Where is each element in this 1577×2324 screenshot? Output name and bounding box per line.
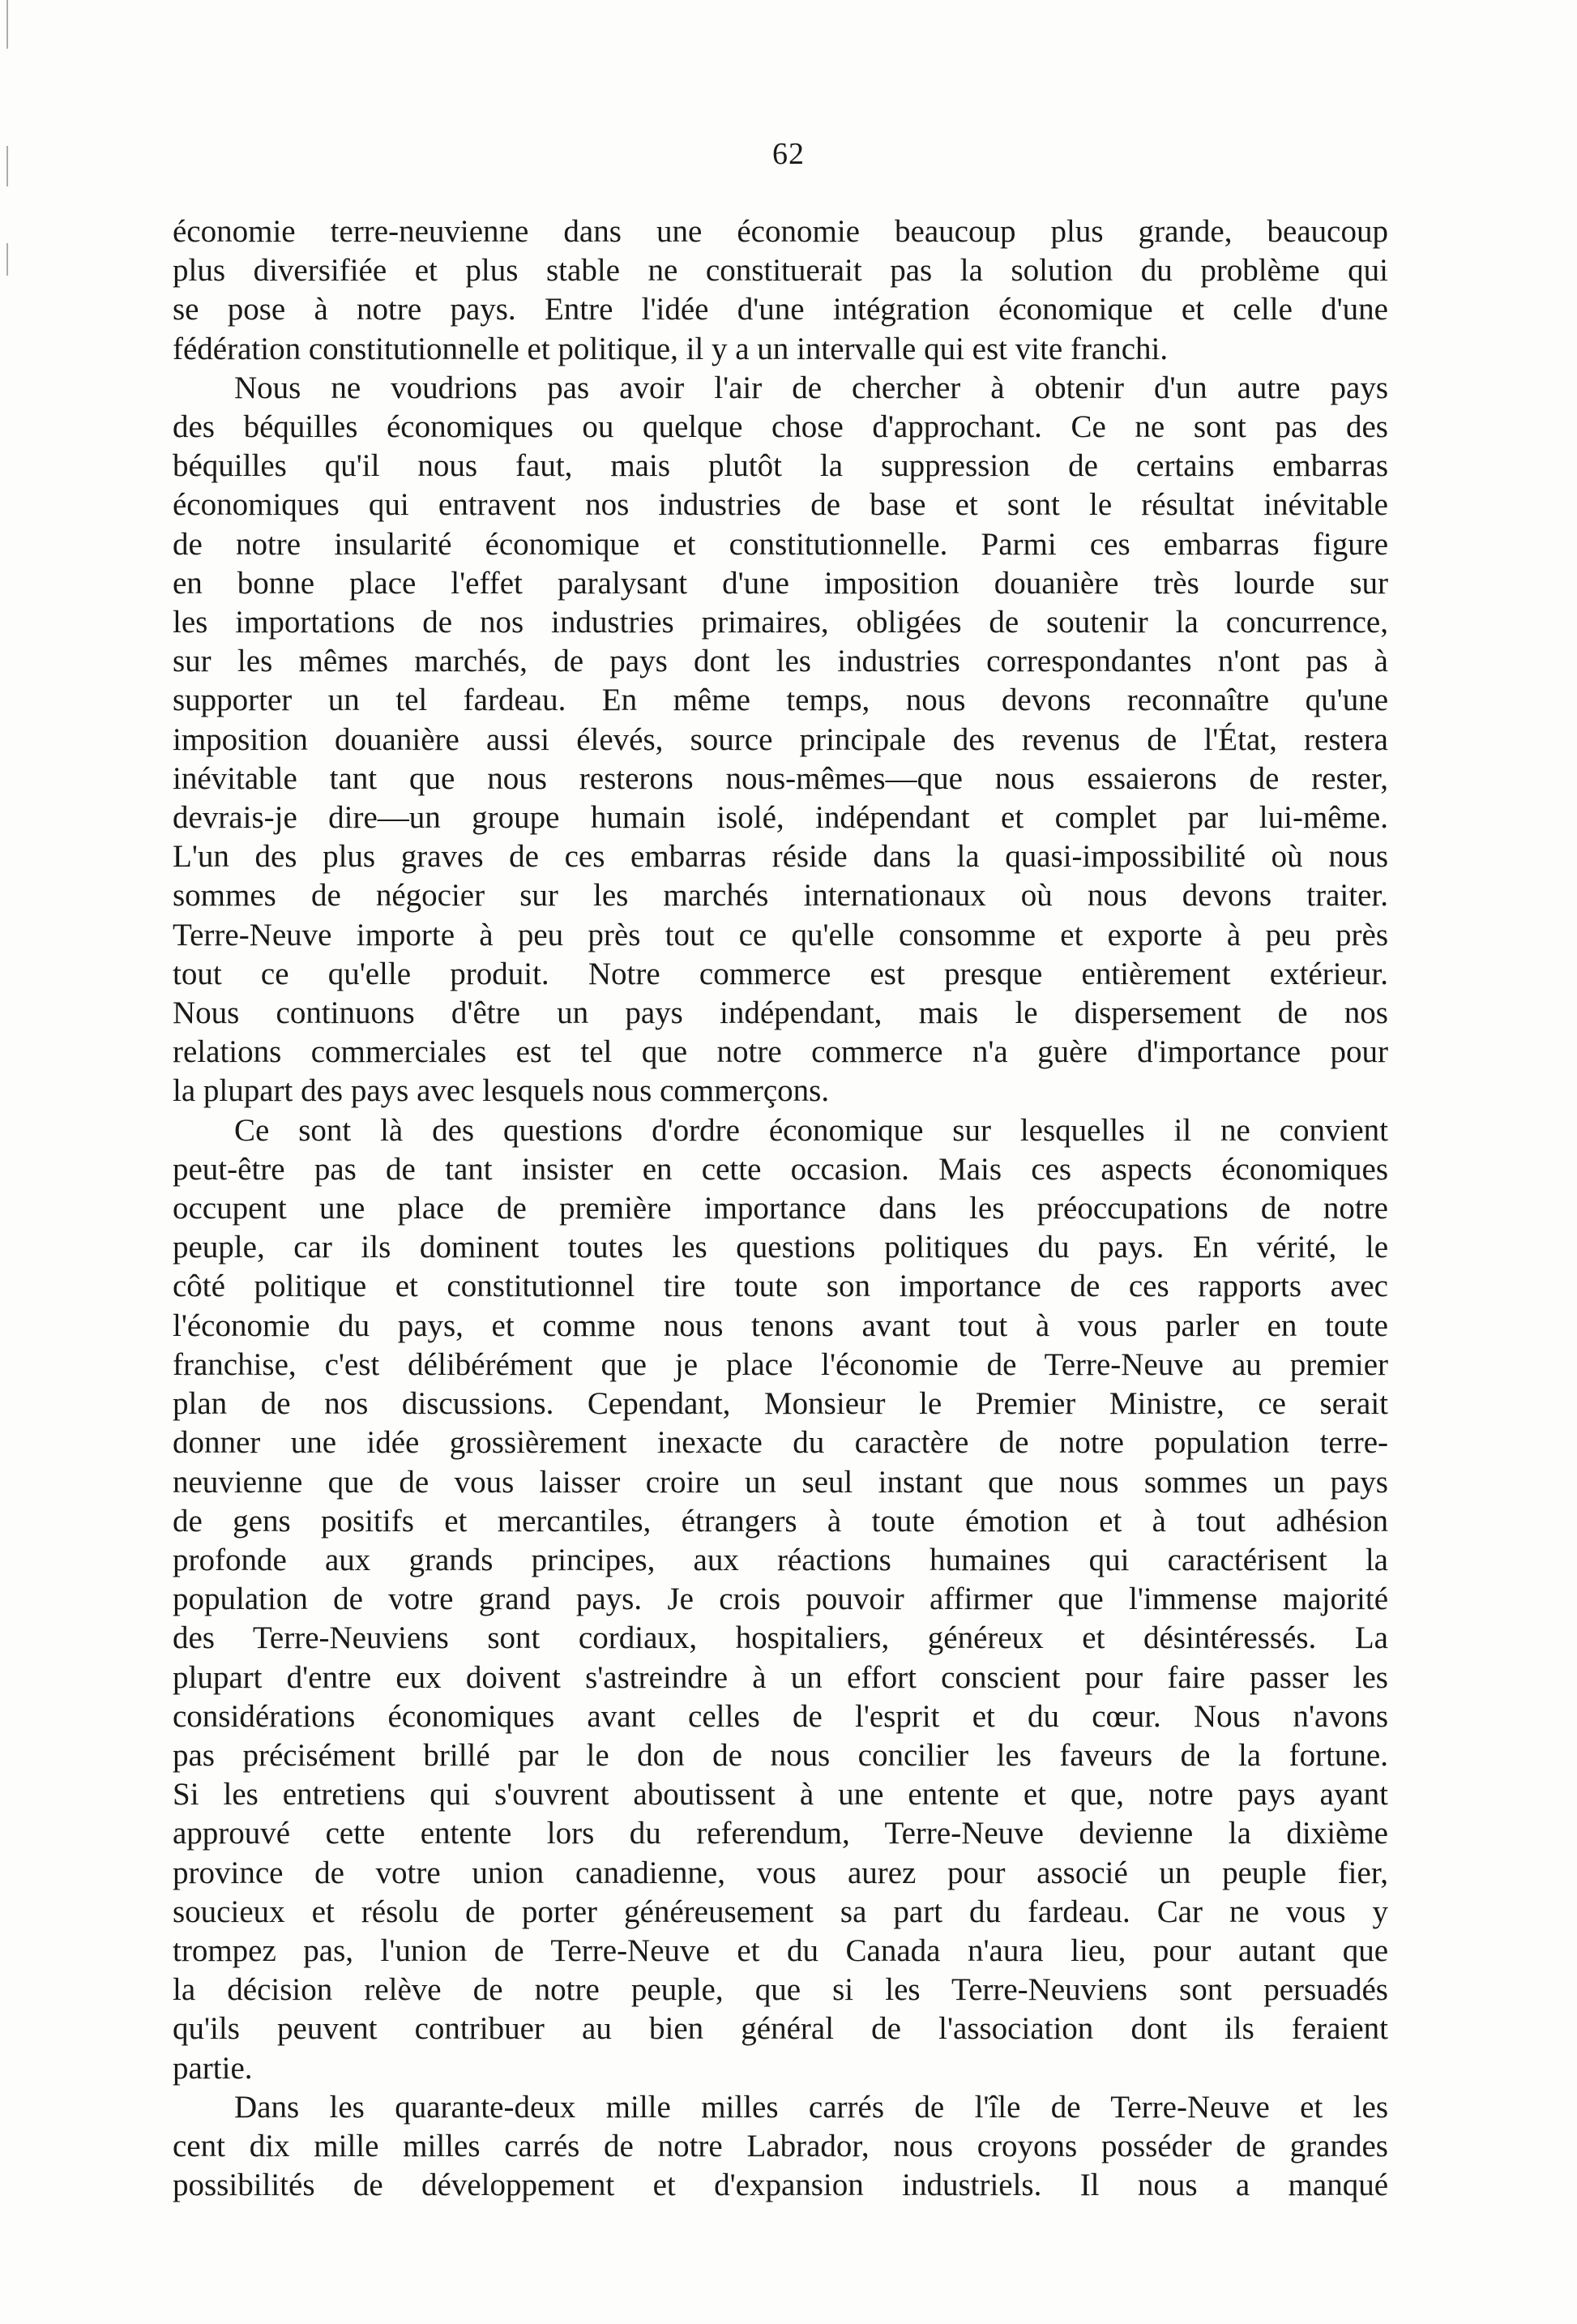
text-line: la plupart des pays avec lesquels nous commerçons. — [173, 1073, 830, 1109]
text-line: possibilités de développement et d'expansion industriels. Il nous a manqué — [173, 2168, 1388, 2203]
text-line: Nous ne voudrions pas avoir l'air de chercher à obtenir d'un autre pays — [234, 370, 1388, 405]
text-line: les importations de nos industries primaires, obligées de soutenir la concurrence, — [173, 605, 1388, 640]
text-line: inévitable tant que nous resterons nous-mêmes—que nous essaierons de rester, — [173, 760, 1388, 796]
text-line: profonde aux grands principes, aux réactions humaines qui caractérisent la — [173, 1542, 1388, 1577]
text-line: Si les entretiens qui s'ouvrent aboutissent à une entente et que, notre pays ayant — [173, 1777, 1388, 1813]
text-line: économiques qui entravent nos industries de base et sont le résultat inévitable — [173, 487, 1388, 523]
text-line: Terre-Neuve importe à peu près tout ce qu'elle consomme et exporte à peu près — [173, 917, 1388, 952]
text-line: imposition douanière aussi élevés, source principale des revenus de l'État, restera — [173, 721, 1388, 757]
paragraph — [173, 212, 1388, 369]
text-line: sommes de négocier sur les marchés internationaux où nous devons traiter. — [173, 878, 1388, 914]
text-line: fédération constitutionnelle et politique, il y a un intervalle qui est vite franchi. — [173, 331, 1169, 366]
text-line: plupart d'entre eux doivent s'astreindre à un effort conscient pour faire passer les — [173, 1659, 1388, 1695]
text-line: en bonne place l'effet paralysant d'une imposition douanière très lourde sur — [173, 565, 1388, 601]
paragraph — [173, 369, 1388, 1111]
text-line: Dans les quarante-deux mille milles carrés de l'île de Terre-Neuve et les — [234, 2089, 1388, 2125]
text-line: des Terre-Neuviens sont cordiaux, hospitaliers, généreux et désintéressés. La — [173, 1620, 1388, 1656]
text-line: neuvienne que de vous laisser croire un seul instant que nous sommes un pays — [173, 1464, 1388, 1500]
text-line: économie terre-neuvienne dans une économie beaucoup plus grande, beaucoup — [173, 214, 1388, 249]
text-line: population de votre grand pays. Je crois pouvoir affirmer que l'immense majorité — [173, 1581, 1388, 1617]
text-line: pas précisément brillé par le don de nous concilier les faveurs de la fortune. — [173, 1737, 1388, 1773]
text-line: Ce sont là des questions d'ordre économique sur lesquelles il ne convient — [234, 1112, 1388, 1148]
text-line: peut-être pas de tant insister en cette occasion. Mais ces aspects économiques — [173, 1151, 1388, 1187]
text-line: se pose à notre pays. Entre l'idée d'une intégration économique et celle d'une — [173, 292, 1388, 327]
text-line: tout ce qu'elle produit. Notre commerce est presque entièrement extérieur. — [173, 956, 1388, 991]
text-line: approuvé cette entente lors du referendum, Terre-Neuve devienne la dixième — [173, 1816, 1388, 1851]
text-line: supporter un tel fardeau. En même temps, nous devons reconnaître qu'une — [173, 683, 1388, 718]
text-line: plan de nos discussions. Cependant, Monsieur le Premier Ministre, ce serait — [173, 1386, 1388, 1422]
text-line: soucieux et résolu de porter généreusement sa part du fardeau. Car ne vous y — [173, 1894, 1388, 1929]
text-line: qu'ils peuvent contribuer au bien général de l'association dont ils feraient — [173, 2011, 1388, 2047]
text-line: cent dix mille milles carrés de notre Labrador, nous croyons posséder de grandes — [173, 2128, 1388, 2164]
text-line: considérations économiques avant celles de l'esprit et du cœur. Nous n'avons — [173, 1698, 1388, 1734]
text-line: L'un des plus graves de ces embarras réside dans la quasi-impossibilité où nous — [173, 839, 1388, 875]
text-line: devrais-je dire—un groupe humain isolé, indépendant et complet par lui-même. — [173, 800, 1388, 836]
page-number: 62 — [772, 137, 805, 171]
paragraph — [173, 1111, 1388, 2088]
scan-edge-mark — [6, 0, 8, 49]
text-line: des béquilles économiques ou quelque chose d'approchant. Ce ne sont pas des — [173, 409, 1388, 445]
text-line: la décision relève de notre peuple, que si les Terre-Neuviens sont persuadés — [173, 1972, 1388, 2008]
text-line: trompez pas, l'union de Terre-Neuve et du Canada n'aura lieu, pour autant que — [173, 1932, 1388, 1968]
text-line: donner une idée grossièrement inexacte du caractère de notre population terre- — [173, 1425, 1388, 1461]
text-line: franchise, c'est délibérément que je place l'économie de Terre-Neuve au premier — [173, 1346, 1388, 1382]
text-line: Nous continuons d'être un pays indépendant, mais le dispersement de nos — [173, 995, 1388, 1031]
body-text — [173, 212, 1388, 2205]
paragraph — [173, 2088, 1388, 2206]
text-line: partie. — [173, 2050, 253, 2086]
text-line: occupent une place de première importance dans les préoccupations de notre — [173, 1191, 1388, 1226]
text-line: de gens positifs et mercantiles, étrangers à toute émotion et à tout adhésion — [173, 1503, 1388, 1539]
text-line: peuple, car ils dominent toutes les questions politiques du pays. En vérité, le — [173, 1230, 1388, 1265]
text-line: sur les mêmes marchés, de pays dont les industries correspondantes n'ont pas à — [173, 644, 1388, 679]
text-line: province de votre union canadienne, vous aurez pour associé un peuple fier, — [173, 1855, 1388, 1890]
text-line: béquilles qu'il nous faut, mais plutôt la suppression de certains embarras — [173, 448, 1388, 484]
text-line: de notre insularité économique et constitutionnelle. Parmi ces embarras figure — [173, 526, 1388, 562]
scan-edge-mark — [6, 243, 8, 276]
text-line: relations commerciales est tel que notre commerce n'a guère d'importance pour — [173, 1034, 1388, 1070]
text-line: l'économie du pays, et comme nous tenons avant tout à vous parler en toute — [173, 1308, 1388, 1343]
text-line: côté politique et constitutionnel tire toute son importance de ces rapports avec — [173, 1269, 1388, 1304]
text-line: plus diversifiée et plus stable ne constituerait pas la solution du problème qui — [173, 253, 1388, 289]
